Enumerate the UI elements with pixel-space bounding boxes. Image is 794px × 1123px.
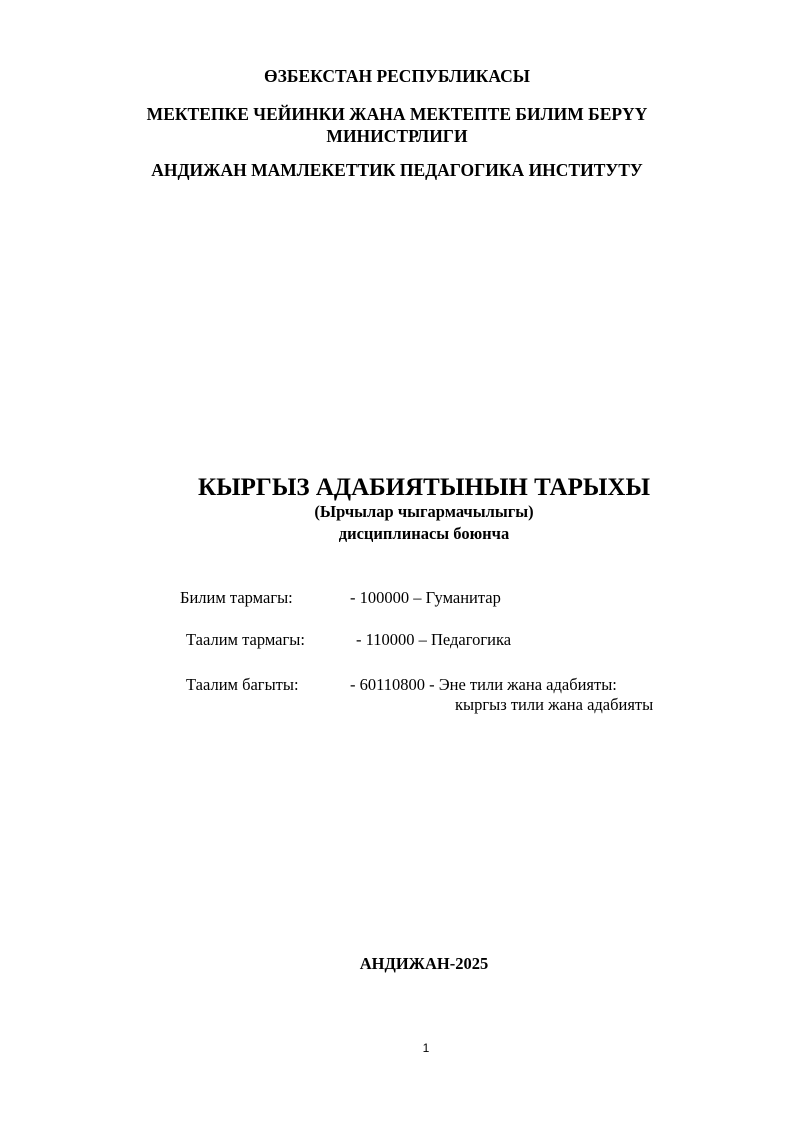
field-value-education-area: - 110000 – Педагогика [356,630,512,649]
field-label-education-direction: Таалим багыты: [186,675,299,694]
field-value-knowledge-area: - 100000 – Гуманитар [350,588,501,607]
field-value-education-direction-continued: кыргыз тили жана адабияты [455,695,654,714]
city-year: АНДИЖАН-2025 [359,954,489,973]
field-value-education-direction: - 60110800 - Эне тили жана адабияты: [350,675,617,694]
field-label-knowledge-area: Билим тармагы: [180,588,293,607]
country-heading: ӨЗБЕКСТАН РЕСПУБЛИКАСЫ [264,66,530,86]
document-title: КЫРГЫЗ АДАБИЯТЫНЫН ТАРЫХЫ [197,474,650,501]
ministry-heading [0,103,794,147]
ministry-heading-text: МЕКТЕПКЕ ЧЕЙИНКИ ЖАНА МЕКТЕПТЕ БИЛИМ БЕРҮҮ МИНИСТРЛИГИ [146,104,648,146]
document-subtitle: (Ырчылар чыгармачылыгы) [314,502,534,521]
discipline-caption: дисциплинасы боюнча [338,524,510,543]
field-label-education-area: Таалим тармагы: [186,630,305,649]
page-number: 1 [422,1041,430,1055]
institute-heading: АНДИЖАН МАМЛЕКЕТТИК ПЕДАГОГИКА ИНСТИТУТУ [151,160,643,180]
